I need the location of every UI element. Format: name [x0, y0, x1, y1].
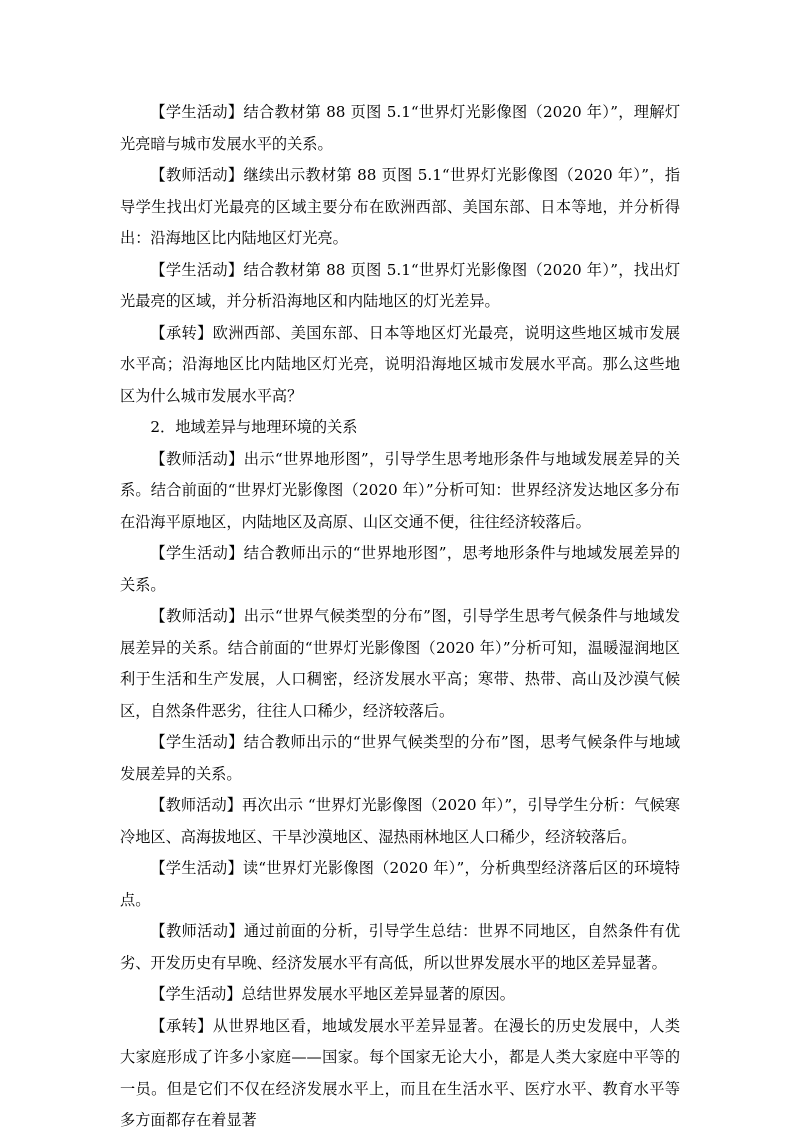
- paragraph-text: 通过前面的分析，引导学生总结：世界不同地区，自然条件有优劣、开发历史有早晚、经济发展水平有高低，所以世界发展水平的地区差异显著。: [120, 922, 681, 972]
- activity-tag: 【学生活动】: [150, 985, 242, 1003]
- paragraph-9: [120, 727, 680, 790]
- activity-tag: 【教师活动】: [150, 166, 244, 184]
- activity-tag: 【学生活动】: [150, 260, 244, 279]
- paragraph-text: 总结世界发展水平地区差异显著的原因。: [241, 985, 515, 1003]
- paragraph-11: [120, 853, 680, 916]
- paragraph-text: 欧洲西部、美国东部、日本等地区灯光最亮，说明这些地区城市发展水平高；沿海地区比内陆地区灯光亮，说明沿海地区城市发展水平高。那么这些地区为什么城市发展水平高？: [120, 323, 681, 405]
- paragraph-3: [120, 255, 680, 318]
- paragraph-text: 继续出示教材第 88 页图 5.1“世界灯光影像图（2020 年）”，指导学生找出灯光最亮的区域主要分布在欧洲西部、美国东部、日本等地，并分析得出：沿海地区比内陆地区灯光亮。: [120, 166, 681, 247]
- paragraph-8: [120, 601, 680, 727]
- activity-tag: 【学生活动】: [150, 733, 244, 751]
- activity-tag: 【教师活动】: [150, 922, 244, 940]
- activity-tag: 【教师活动】: [150, 449, 244, 468]
- activity-tag: 【学生活动】: [150, 103, 244, 121]
- paragraph-text: 从世界地区看，地域发展水平差异显著。在漫长的历史发展中，人类大家庭形成了许多小家庭——国家。每个国家无论大小，都是人类大家庭中平等的一员。但是它们不仅在经济发展水平上，而且在生活水平、医疗水平、教育水平等多方面都存在着显著: [120, 1016, 681, 1129]
- paragraph-text: 再次出示 “世界灯光影像图（2020 年）”，引导学生分析：气候寒冷地区、高海拔地区、干旱沙漠地区、湿热雨林地区人口稀少，经济较落后。: [120, 796, 680, 846]
- section-heading: [120, 412, 680, 444]
- paragraph-text: 结合教师出示的“世界气候类型的分布”图，思考气候条件与地域发展差异的关系。: [120, 733, 681, 783]
- activity-tag: 【教师活动】: [150, 796, 242, 814]
- paragraph-1: [120, 97, 680, 160]
- paragraph-text: 读“世界灯光影像图（2020 年）”，分析典型经济落后区的环境特点。: [120, 859, 680, 909]
- activity-tag: 【学生活动】: [150, 859, 243, 877]
- document-page: [120, 97, 680, 1137]
- paragraph-14: [120, 1011, 680, 1137]
- paragraph-10: [120, 790, 680, 853]
- paragraph-text: 出示“世界地形图”，引导学生思考地形条件与地域发展差异的关系。结合前面的“世界灯光影像图（2020 年）”分析可知：世界经济发达地区多分布在沿海平原地区，内陆地区及高原、山区交通不便，往往经济较落后。: [120, 449, 681, 531]
- paragraph-text: 结合教材第 88 页图 5.1“世界灯光影像图（2020 年）”，找出灯光最亮的区域，并分析沿海地区和内陆地区的灯光差异。: [120, 260, 681, 310]
- activity-tag: 【学生活动】: [150, 544, 244, 562]
- paragraph-6: [120, 444, 680, 539]
- paragraph-text: 出示“世界气候类型的分布”图，引导学生思考气候条件与地域发展差异的关系。结合前面的“世界灯光影像图（2020 年）”分析可知，温暖湿润地区利于生活和生产发展，人口稠密，经济发展水平高；寒带、热带、高山及沙漠气候区，自然条件恶劣，往往人口稀少，经济较落后。: [120, 607, 681, 720]
- activity-tag: 【教师活动】: [150, 607, 244, 625]
- paragraph-12: [120, 916, 680, 979]
- activity-tag: 【承转】: [150, 323, 213, 342]
- paragraph-text: 结合教师出示的“世界地形图”，思考地形条件与地域发展差异的关系。: [120, 544, 681, 594]
- activity-tag: 【承转】: [150, 1016, 213, 1035]
- paragraph-13: [120, 979, 680, 1011]
- paragraph-4: [120, 318, 680, 413]
- paragraph-text: 结合教材第 88 页图 5.1“世界灯光影像图（2020 年）”，理解灯光亮暗与城市发展水平的关系。: [120, 103, 681, 153]
- paragraph-text: 2．地域差异与地理环境的关系: [150, 418, 358, 436]
- paragraph-2: [120, 160, 680, 255]
- paragraph-7: [120, 538, 680, 601]
